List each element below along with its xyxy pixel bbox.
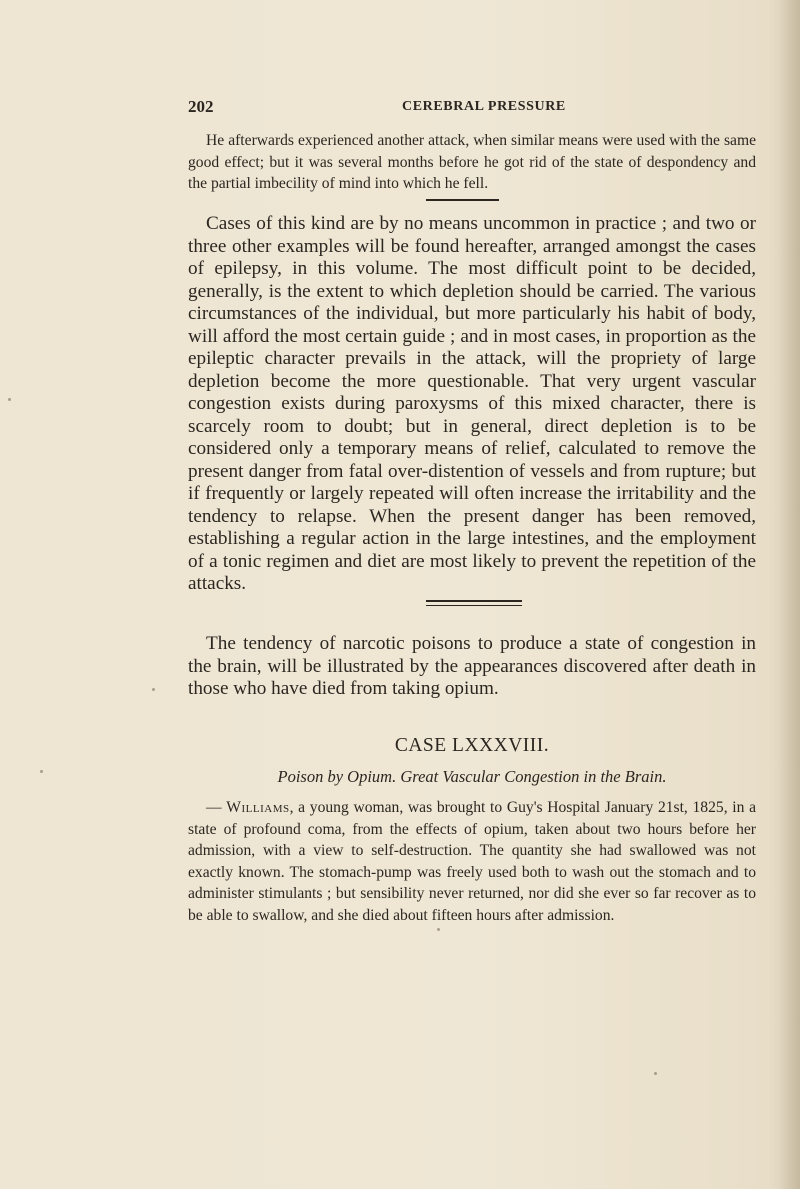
case-subheading: Poison by Opium. Great Vascular Congestion in the Brain. xyxy=(277,767,667,786)
running-title: CEREBRAL PRESSURE xyxy=(402,99,566,114)
case-dash: — xyxy=(206,799,227,816)
page-edge-shadow xyxy=(778,0,800,1189)
paper-speck xyxy=(152,688,155,691)
case-text xyxy=(188,797,756,926)
paper-speck xyxy=(437,928,440,931)
section-divider xyxy=(426,199,499,201)
paragraph-text: Cases of this kind are by no means uncommon in practice ; and two or three other examples will be found hereafter, arranged amongst the cases of epilepsy, in this volume. The most difficult point to be decided, generally, is the extent to which depletion should be carried. The various circumstances of the individual, but more particularly his habit of body, will afford the most certain guide ; and in most cases, in proportion as the epileptic character prevails in the attack, will the propriety of large depletion become the more questionable. That very urgent vascular congestion exists during paroxysms of this mixed character, there is scarcely room to doubt; but in general, direct depletion is to be considered only a temporary means of relief, calculated to remove the present danger from fatal over-distention of vessels and from rupture; but if frequently or largely repeated will often increase the irritability and the tendency to relapse. When the present danger has been removed, establishing a regular action in the large intestines, and the employment of a tonic regimen and diet are most likely to prevent the repetition of the attacks. xyxy=(188,213,756,594)
paper-speck xyxy=(40,770,43,773)
case-body: , a young woman, was brought to Guy's Hospital January 21st, 1825, in a state of profound coma, from the effects of opium, taken about two hours before her admission, with a view to self-destruction. The quantity she had swallowed was not exactly known. The stomach-pump was freely used both to wash out the stomach and to administer stimulants ; but sensibility never returned, nor did she ever so far recover as to be able to swallow, and she died about fifteen hours after admission. xyxy=(188,799,756,924)
patient-name: Williams xyxy=(226,799,290,816)
case-narrative xyxy=(188,797,756,926)
page-number: 202 xyxy=(188,97,214,116)
paragraph-narcotic xyxy=(188,633,756,701)
running-head xyxy=(188,97,756,119)
paragraph-text: He afterwards experienced another attack, when similar means were used with the same good effect; but it was several months before he got rid of the state of despondency and the partial imbecility of mind into which he fell. xyxy=(188,132,756,192)
paragraph-cases xyxy=(188,213,756,596)
double-rule-divider xyxy=(426,600,522,606)
paper-speck xyxy=(8,398,11,401)
case-heading: CASE LXXXVIII. xyxy=(394,735,550,756)
paragraph-afterwards xyxy=(188,130,756,195)
paper-speck xyxy=(654,1072,657,1075)
paragraph-text: The tendency of narcotic poisons to produce a state of congestion in the brain, will be illustrated by the appearances discovered after death in those who have died from taking opium. xyxy=(188,633,756,699)
